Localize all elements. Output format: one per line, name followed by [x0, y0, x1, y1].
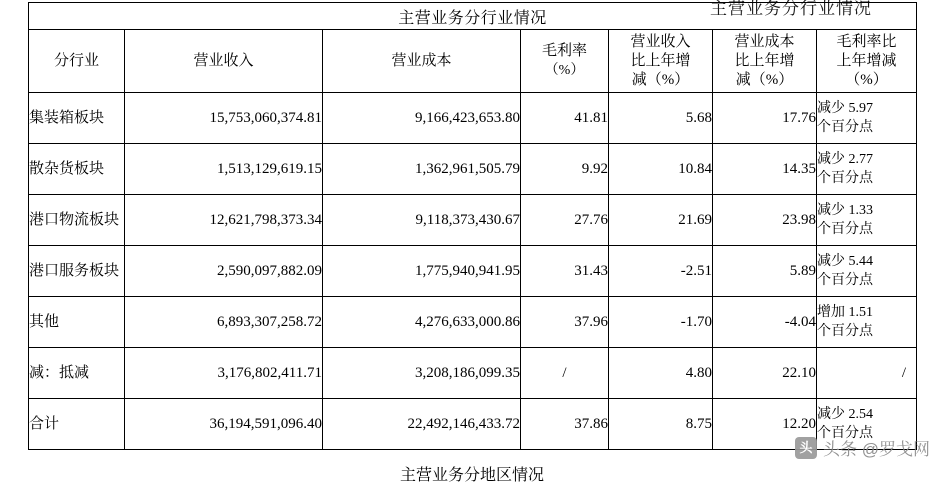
- column-header-revenue-yoy-line1: 营业收入: [630, 33, 691, 50]
- table-title: 主营业务分行业情况: [29, 3, 917, 30]
- row-cost: 9,166,423,653.80: [323, 93, 521, 144]
- row-revenue-yoy: -1.70: [609, 297, 713, 348]
- row-margin-yoy-line1: 减少 1.33: [817, 203, 873, 218]
- row-category: 集装箱板块: [29, 93, 125, 144]
- row-margin-yoy-line1: 增加 1.51: [817, 305, 873, 320]
- row-gross-margin: 9.92: [521, 144, 609, 195]
- column-header-margin-yoy: [817, 30, 917, 93]
- column-header-margin-yoy-line1: 毛利率比: [836, 33, 897, 50]
- row-margin-yoy-line1: 减少 5.97: [817, 101, 873, 116]
- clipped-heading-top: 主营业务分行业情况: [710, 0, 872, 18]
- row-margin-yoy: [817, 144, 917, 195]
- row-category: 减：抵减: [29, 348, 125, 399]
- row-margin-yoy: [817, 246, 917, 297]
- row-gross-margin: /: [521, 348, 609, 399]
- row-gross-margin: 37.86: [521, 399, 609, 450]
- row-cost: 22,492,146,433.72: [323, 399, 521, 450]
- row-category: 散杂货板块: [29, 144, 125, 195]
- row-revenue: 15,753,060,374.81: [125, 93, 323, 144]
- clipped-caption-bottom: 主营业务分地区情况: [399, 467, 544, 484]
- column-header-gross-margin-line1: 毛利率: [541, 43, 587, 59]
- row-category: 合计: [29, 399, 125, 450]
- table-row: [29, 195, 917, 246]
- row-cost-yoy: 5.89: [713, 246, 817, 297]
- row-revenue: 3,176,802,411.71: [125, 348, 323, 399]
- column-header-cost-yoy-line2: 比上年增: [734, 52, 795, 69]
- row-gross-margin: 27.76: [521, 195, 609, 246]
- row-revenue-yoy: 10.84: [609, 144, 713, 195]
- column-header-cost: 营业成本: [323, 30, 521, 93]
- row-cost: 3,208,186,099.35: [323, 348, 521, 399]
- column-header-gross-margin: [521, 30, 609, 93]
- row-cost: 4,276,633,000.86: [323, 297, 521, 348]
- row-revenue: 2,590,097,882.09: [125, 246, 323, 297]
- table-header-row: [29, 30, 917, 93]
- row-gross-margin: 37.96: [521, 297, 609, 348]
- row-cost-yoy: 14.35: [713, 144, 817, 195]
- table-row: [29, 93, 917, 144]
- table-row: [29, 297, 917, 348]
- row-cost-yoy: -4.04: [713, 297, 817, 348]
- row-revenue: 12,621,798,373.34: [125, 195, 323, 246]
- row-revenue-yoy: 8.75: [609, 399, 713, 450]
- watermark-text: 头条 @罗戈网: [823, 440, 930, 459]
- table-row: [29, 144, 917, 195]
- row-cost: 1,775,940,941.95: [323, 246, 521, 297]
- row-margin-yoy-line2: 个百分点: [817, 426, 873, 441]
- column-header-cost-yoy-line1: 营业成本: [734, 33, 795, 50]
- column-header-margin-yoy-line2: 上年增减: [836, 52, 897, 69]
- row-margin-yoy-line2: 个百分点: [817, 273, 873, 288]
- row-margin-yoy: [817, 93, 917, 144]
- column-header-margin-yoy-line3: （%）: [845, 71, 888, 88]
- row-cost: 9,118,373,430.67: [323, 195, 521, 246]
- column-header-revenue-yoy-line2: 比上年增: [630, 52, 691, 69]
- row-revenue-yoy: 4.80: [609, 348, 713, 399]
- table-row: [29, 399, 917, 450]
- row-margin-yoy: [817, 297, 917, 348]
- row-revenue: 6,893,307,258.72: [125, 297, 323, 348]
- column-header-cost-yoy-line3: 减（%）: [735, 71, 794, 88]
- row-gross-margin: 31.43: [521, 246, 609, 297]
- table-container: [28, 2, 916, 450]
- row-gross-margin: 41.81: [521, 93, 609, 144]
- row-cost: 1,362,961,505.79: [323, 144, 521, 195]
- row-cost-yoy: 12.20: [713, 399, 817, 450]
- row-category: 港口物流板块: [29, 195, 125, 246]
- row-revenue: 36,194,591,096.40: [125, 399, 323, 450]
- column-header-revenue-yoy-line3: 减（%）: [631, 71, 690, 88]
- row-revenue: 1,513,129,619.15: [125, 144, 323, 195]
- table-title-row: [29, 3, 917, 30]
- row-cost-yoy: 23.98: [713, 195, 817, 246]
- row-margin-yoy-line2: 个百分点: [817, 120, 873, 135]
- column-header-revenue-yoy: [609, 30, 713, 93]
- row-category: 其他: [29, 297, 125, 348]
- watermark: [795, 435, 930, 460]
- table-row: [29, 348, 917, 399]
- row-revenue-yoy: 5.68: [609, 93, 713, 144]
- row-revenue-yoy: 21.69: [609, 195, 713, 246]
- column-header-gross-margin-line2: （%）: [544, 63, 585, 78]
- column-header-cost-yoy: [713, 30, 817, 93]
- row-margin-yoy-line1: 减少 5.44: [817, 254, 873, 269]
- row-margin-yoy: [817, 195, 917, 246]
- row-cost-yoy: 17.76: [713, 93, 817, 144]
- row-margin-yoy: /: [817, 348, 917, 399]
- row-category: 港口服务板块: [29, 246, 125, 297]
- table-row: [29, 246, 917, 297]
- column-header-revenue: 营业收入: [125, 30, 323, 93]
- row-margin-yoy-line2: 个百分点: [817, 324, 873, 339]
- row-margin-yoy-line2: 个百分点: [817, 171, 873, 186]
- column-header-category: 分行业: [29, 30, 125, 93]
- row-margin-yoy-line1: 减少 2.77: [817, 152, 873, 167]
- industry-breakdown-table: [28, 2, 917, 450]
- row-cost-yoy: 22.10: [713, 348, 817, 399]
- row-revenue-yoy: -2.51: [609, 246, 713, 297]
- row-margin-yoy-line1: 减少 2.54: [817, 407, 873, 422]
- watermark-logo-icon: 头: [795, 437, 817, 459]
- row-margin-yoy-line2: 个百分点: [817, 222, 873, 237]
